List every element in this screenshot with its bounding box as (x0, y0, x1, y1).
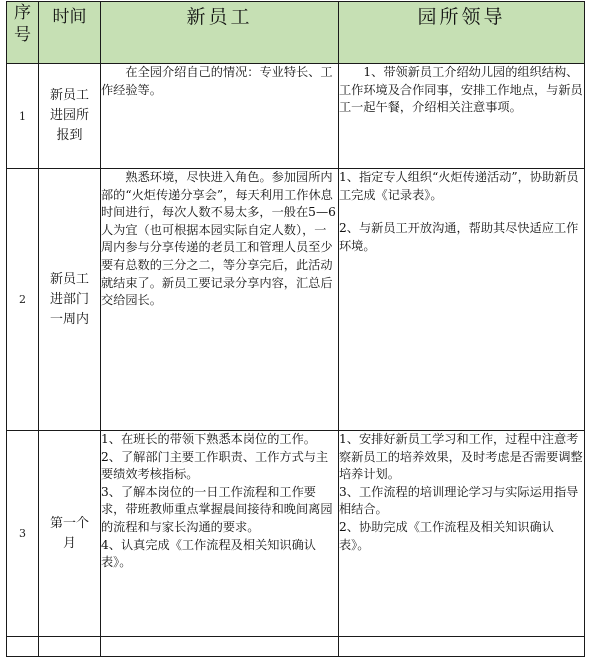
row-time (39, 169, 101, 431)
row-time-line: 月 (62, 535, 76, 551)
header-time: 时间 (39, 2, 101, 64)
header-seq (7, 2, 39, 64)
leader-text: 2、与新员工开放沟通，帮助其尽快适应工作环境。 (339, 221, 579, 253)
header-seq-line-1: 序 (14, 3, 31, 23)
row-time-line: 新员工 (49, 271, 89, 287)
leader-cell (339, 169, 585, 431)
new-employee-text: 4、认真完成《工作流程及相关知识确认表》。 (101, 537, 316, 570)
header-row (7, 2, 585, 64)
leader-cell (339, 64, 585, 169)
table-row (7, 169, 585, 431)
row-time (39, 431, 101, 637)
row-time-line: 报到 (56, 128, 83, 143)
header-new-employee: 新员工 (101, 2, 339, 64)
new-employee-text: 熟悉环境，尽快进入角色。参加园所内部的“火炬传递分享会”，每天利用工作休息时间进行，每次人数不易太多，一般在5—6人为宜（也可根据本园实际自定人数），一周内参与分享传递的老员工和管理人员至少要有总数的三分之二，等分享完后，此活动就结束了。新员工要记录分享内容，汇总后交给园长。 (101, 170, 336, 308)
new-employee-cell (101, 431, 339, 637)
row-time-line: 新员工 (49, 88, 89, 103)
new-employee-text: 在全园介绍自己的情况：专业特长、工作经验等。 (101, 65, 333, 97)
table-row (7, 64, 585, 169)
new-employee-text: 2、了解部门主要工作职责、工作方式与主要绩效考核指标。 (101, 449, 329, 482)
row-time-line: 第一个 (49, 515, 89, 531)
new-employee-text: 1、在班长的带领下熟悉本岗位的工作。 (101, 432, 316, 446)
row-time (39, 64, 101, 169)
header-seq-line-2: 号 (14, 25, 31, 45)
new-employee-cell (101, 64, 339, 169)
onboarding-plan-table (6, 1, 585, 657)
row-time-line: 进部门 (49, 291, 89, 307)
header-leader: 园所领导 (339, 2, 585, 64)
table-row (7, 637, 585, 657)
row-seq: 2 (7, 169, 39, 431)
row-time-line: 进园所 (49, 108, 89, 123)
leader-text: 2、协助完成《工作流程及相关知识确认表》。 (339, 519, 554, 552)
leader-text: 1、指定专人组织“火炬传递活动”，协助新员工完成《记录表》。 (339, 170, 579, 202)
new-employee-text: 3、了解本岗位的一日工作流程和工作要求，带班教师重点掌握晨间接待和晚间离园的流程和与家长沟通的要求。 (101, 484, 333, 534)
row-seq: 3 (7, 431, 39, 637)
row-seq: 1 (7, 64, 39, 169)
new-employee-cell (101, 169, 339, 431)
leader-text: 3、工作流程的培训理论学习与实际运用指导相结合。 (339, 484, 579, 517)
leader-cell (339, 431, 585, 637)
leader-text: 1、安排好新员工学习和工作，过程中注意考察新员工的培养效果，及时考虑是否需要调整培养计划。 (339, 432, 583, 482)
table-row (7, 431, 585, 637)
leader-text: 1、带领新员工介绍幼儿园的组织结构、工作环境及合作同事，安排工作地点，与新员工一起午餐，介绍相关注意事项。 (339, 65, 583, 115)
row-time-line: 一周内 (49, 311, 89, 327)
